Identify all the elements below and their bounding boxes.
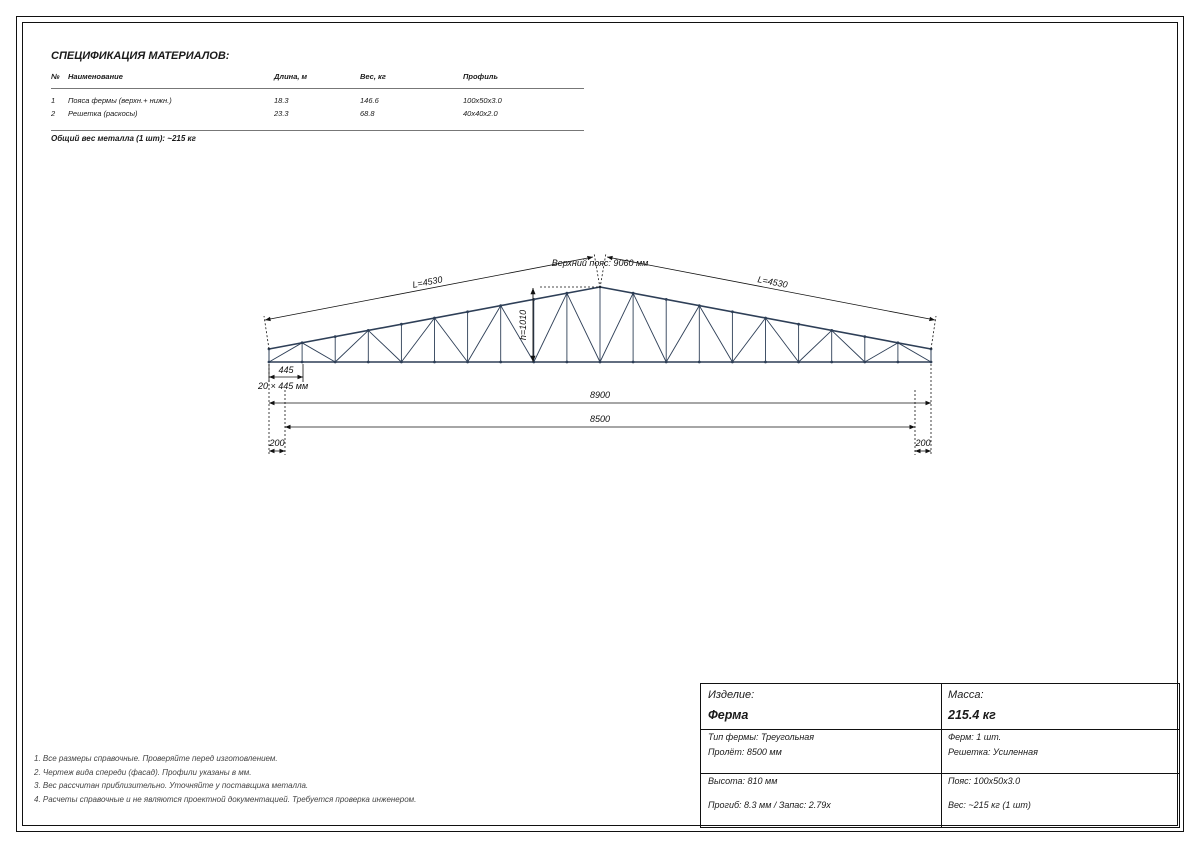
truss-node: [698, 361, 701, 364]
spec-cell-weight: 68.8: [360, 109, 375, 118]
spec-cell-length: 23.3: [274, 109, 289, 118]
truss-node: [731, 310, 734, 313]
truss-diagonal: [633, 293, 666, 362]
spec-cell-length: 18.3: [274, 96, 289, 105]
title-block-divider: [701, 773, 1179, 774]
lattice-type: Решетка: Усиленная: [948, 747, 1038, 757]
truss-node: [433, 317, 436, 320]
weight-value: Вес: ~215 кг (1 шт): [948, 800, 1031, 810]
right-slope-label: L=4530: [756, 274, 789, 290]
truss-node: [499, 304, 502, 307]
panel-count-label: 20 × 445 мм: [258, 381, 309, 391]
span-inner-label: 8500: [589, 414, 611, 424]
title-block-divider: [941, 684, 942, 827]
truss-node: [764, 361, 767, 364]
overhang-right-label: 200: [915, 438, 931, 448]
mass-label: Масса:: [948, 689, 984, 701]
product-label: Изделие:: [708, 689, 755, 701]
height-value: Высота: 810 мм: [708, 776, 778, 786]
truss-node: [665, 361, 668, 364]
truss-node: [367, 329, 370, 332]
truss-node: [930, 361, 933, 364]
truss-diagonal: [865, 343, 898, 362]
truss-node: [731, 361, 734, 364]
truss-node: [797, 361, 800, 364]
note-item: 1. Все размеры справочные. Проверяйте перед изготовлением.: [34, 754, 278, 763]
truss-diagonal: [666, 306, 699, 362]
spec-header-profile: Профиль: [463, 72, 498, 81]
span-total-dimension: [269, 364, 931, 455]
truss-diagonal: [435, 318, 468, 362]
truss-node: [863, 335, 866, 338]
truss-node: [400, 323, 403, 326]
span-total-label: 8900: [589, 390, 611, 400]
spec-title: СПЕЦИФИКАЦИЯ МАТЕРИАЛОВ:: [51, 50, 230, 62]
deflection-value: Прогиб: 8.3 мм / Запас: 2.79х: [708, 800, 831, 810]
drawing-notes: [34, 754, 416, 808]
truss-node: [334, 335, 337, 338]
truss-node: [897, 361, 900, 364]
truss-node: [466, 310, 469, 313]
top-chord-length-label: Верхний пояс: 9060 мм: [551, 258, 649, 268]
truss-node: [897, 341, 900, 344]
truss-node: [764, 317, 767, 320]
truss-node: [301, 341, 304, 344]
truss-node: [433, 361, 436, 364]
truss-diagonal: [302, 343, 335, 362]
truss-node: [400, 361, 403, 364]
truss-diagonal: [699, 306, 732, 362]
truss-node: [698, 304, 701, 307]
spec-cell-name: Решетка (раскосы): [68, 109, 138, 118]
mass-value: 215.4 кг: [948, 708, 996, 722]
truss-node: [599, 361, 602, 364]
product-value: Ферма: [708, 708, 749, 722]
truss-node: [797, 323, 800, 326]
truss-node: [566, 292, 569, 295]
truss-diagonal: [368, 330, 401, 362]
truss-diagonal: [600, 293, 633, 362]
truss-node: [830, 361, 833, 364]
truss-node: [632, 361, 635, 364]
note-item: 3. Вес рассчитан приблизительно. Уточняйте у поставщика металла.: [34, 781, 309, 790]
truss-node: [863, 361, 866, 364]
truss-node: [499, 361, 502, 364]
span-value: Пролёт: 8500 мм: [708, 747, 782, 757]
truss-diagonal: [468, 306, 501, 362]
truss-diagonal: [534, 293, 567, 362]
truss-node: [268, 361, 271, 364]
truss-diagonal: [799, 330, 832, 362]
spec-header-weight: Вес, кг: [360, 72, 386, 81]
spec-header-name: Наименование: [68, 72, 123, 81]
truss-node: [301, 361, 304, 364]
height-label: h=1010: [518, 309, 528, 341]
right-slope-dimension: [600, 253, 936, 349]
truss-node: [665, 298, 668, 301]
spec-cell-name: Пояса фермы (верхн.+ нижн.): [68, 96, 172, 105]
spec-total-weight: Общий вес металла (1 шт): ~215 кг: [51, 134, 196, 143]
left-slope-dimension: [264, 253, 600, 349]
truss-node: [334, 361, 337, 364]
left-slope-label: L=4530: [411, 274, 444, 290]
spec-cell-profile: 100x50x3.0: [463, 96, 502, 105]
truss-node: [632, 292, 635, 295]
spec-cell-no: 2: [51, 109, 56, 118]
truss-type: Тип фермы: Треугольная: [708, 732, 815, 742]
truss-members: [269, 287, 931, 362]
title-block-divider: [701, 729, 1179, 730]
title-block: [700, 683, 1180, 828]
truss-node: [466, 361, 469, 364]
truss-diagonal: [766, 318, 799, 362]
spec-cell-profile: 40x40x2.0: [463, 109, 498, 118]
truss-diagonal: [567, 293, 600, 362]
panel-width-label: 445: [278, 365, 294, 375]
spec-header-no: №: [51, 72, 60, 81]
truss-diagonal: [732, 318, 765, 362]
truss-node: [367, 361, 370, 364]
truss-diagonal: [401, 318, 434, 362]
note-item: 4. Расчеты справочные и не являются проектной документацией. Требуется проверка инженером.: [34, 794, 417, 804]
spec-cell-weight: 146.6: [360, 96, 379, 105]
chord-profile: Пояс: 100x50x3.0: [948, 776, 1021, 786]
note-item: 2. Чертеж вида спереди (фасад). Профили указаны в мм.: [34, 767, 252, 777]
overhang-left-label: 200: [269, 438, 285, 448]
spec-header-length: Длина, м: [274, 72, 308, 81]
truss-count: Ферм: 1 шт.: [948, 732, 1002, 742]
spec-cell-no: 1: [51, 96, 56, 105]
truss-node: [566, 361, 569, 364]
truss-node: [830, 329, 833, 332]
